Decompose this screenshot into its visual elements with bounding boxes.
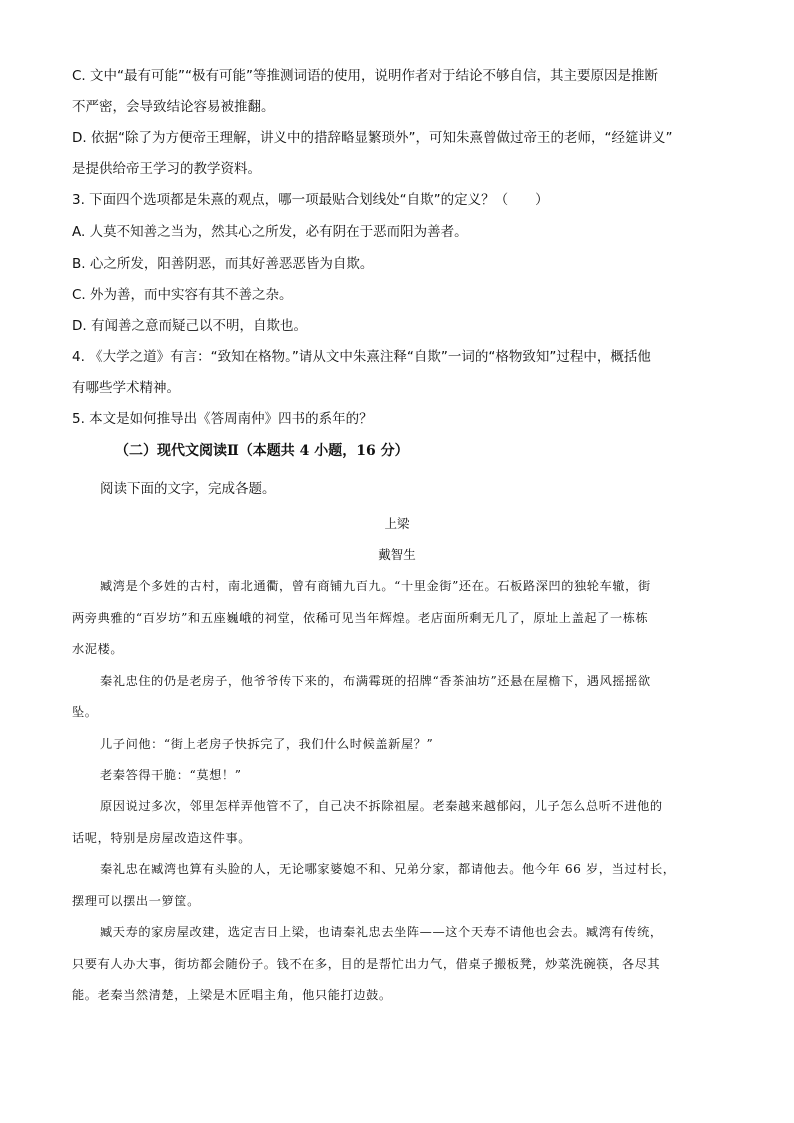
option-d-line-1: D. 依据“除了为方便帝王理解，讲义中的措辞略显繁琐外”，可知朱熹曾做过帝王的老师，“经筵讲义” xyxy=(72,130,673,146)
question-3-option-c: C. 外为善，而中实容有其不善之杂。 xyxy=(72,287,293,303)
question-3-option-d: D. 有闻善之意而疑己以不明，自欺也。 xyxy=(72,318,307,334)
story-paragraph-1-line-1: 臧湾是个多姓的古村，南北通衢，曾有商铺九百九。“十里金街”还在。石板路深凹的独轮车辙，街 xyxy=(100,579,651,593)
question-3-option-a: A. 人莫不知善之当为，然其心之所发，必有阴在于恶而阳为善者。 xyxy=(72,224,468,240)
story-author: 戴智生 xyxy=(378,547,416,562)
story-paragraph-6-line-2: 摆理可以摆出一箩筐。 xyxy=(72,894,200,908)
story-paragraph-3: 儿子问他：“街上老房子快拆完了，我们什么时候盖新屋？” xyxy=(100,737,434,751)
reading-instruction: 阅读下面的文字，完成各题。 xyxy=(100,481,276,497)
story-paragraph-7-line-3: 能。老秦当然清楚，上梁是木匠唱主角，他只能打边鼓。 xyxy=(72,988,392,1002)
question-5: 5. 本文是如何推导出《答周南仲》四书的系年的？ xyxy=(72,411,373,427)
story-title: 上梁 xyxy=(384,516,410,531)
question-3: 3. 下面四个选项都是朱熹的观点，哪一项最贴合划线处“自欺”的定义？（ ） xyxy=(72,192,549,208)
option-d-line-2: 是提供给帝王学习的教学资料。 xyxy=(72,161,261,177)
question-4-line-2: 有哪些学术精神。 xyxy=(72,380,180,396)
question-4-line-1: 4. 《大学之道》有言：“致知在格物。”请从文中朱熹注释“自欺”一词的“格物致知”过程中，概括他 xyxy=(72,349,651,365)
story-paragraph-7-line-1: 臧天寿的家房屋改建，选定吉日上梁，也请秦礼忠去坐阵——这个天寿不请他也会去。臧湾有传统， xyxy=(100,925,663,939)
story-paragraph-4: 老秦答得干脆：“莫想！” xyxy=(100,768,242,782)
story-paragraph-2-line-1: 秦礼忠住的仍是老房子，他爷爷传下来的，布满霉斑的招牌“香茶油坊”还悬在屋檐下，遇风摇摇欲 xyxy=(100,674,651,688)
option-c-line-1: C. 文中“最有可能”“极有可能”等推测词语的使用，说明作者对于结论不够自信，其主要原因是推断 xyxy=(72,68,658,84)
story-paragraph-5-line-2: 话呢，特别是房屋改造这件事。 xyxy=(72,831,252,845)
question-3-option-b: B. 心之所发，阳善阴恶，而其好善恶恶皆为自欺。 xyxy=(72,256,374,272)
story-paragraph-2-line-2: 坠。 xyxy=(72,705,98,719)
section-heading: （二）现代文阅读Ⅱ（本题共 4 小题，16 分） xyxy=(115,443,409,459)
story-paragraph-7-line-2: 只要有人办大事，街坊都会随份子。钱不在多，目的是帮忙出力气，借桌子搬板凳，炒菜洗碗筷，各尽其 xyxy=(72,957,661,971)
story-paragraph-6-line-1: 秦礼忠在臧湾也算有头脸的人，无论哪家婆媳不和、兄弟分家，都请他去。他今年 66 岁，当过村长， xyxy=(100,862,676,876)
option-c-line-2: 不严密，会导致结论容易被推翻。 xyxy=(72,99,275,115)
story-paragraph-1-line-2: 两旁典雅的“百岁坊”和五座巍峨的祠堂，依稀可见当年辉煌。老店面所剩无几了，原址上盖起了一栋栋 xyxy=(72,611,649,625)
story-paragraph-5-line-1: 原因说过多次，邻里怎样弄他管不了，自己决不拆除祖屋。老秦越来越郁闷，儿子怎么总听不进他的 xyxy=(100,799,663,813)
story-paragraph-1-line-3: 水泥楼。 xyxy=(72,642,124,656)
